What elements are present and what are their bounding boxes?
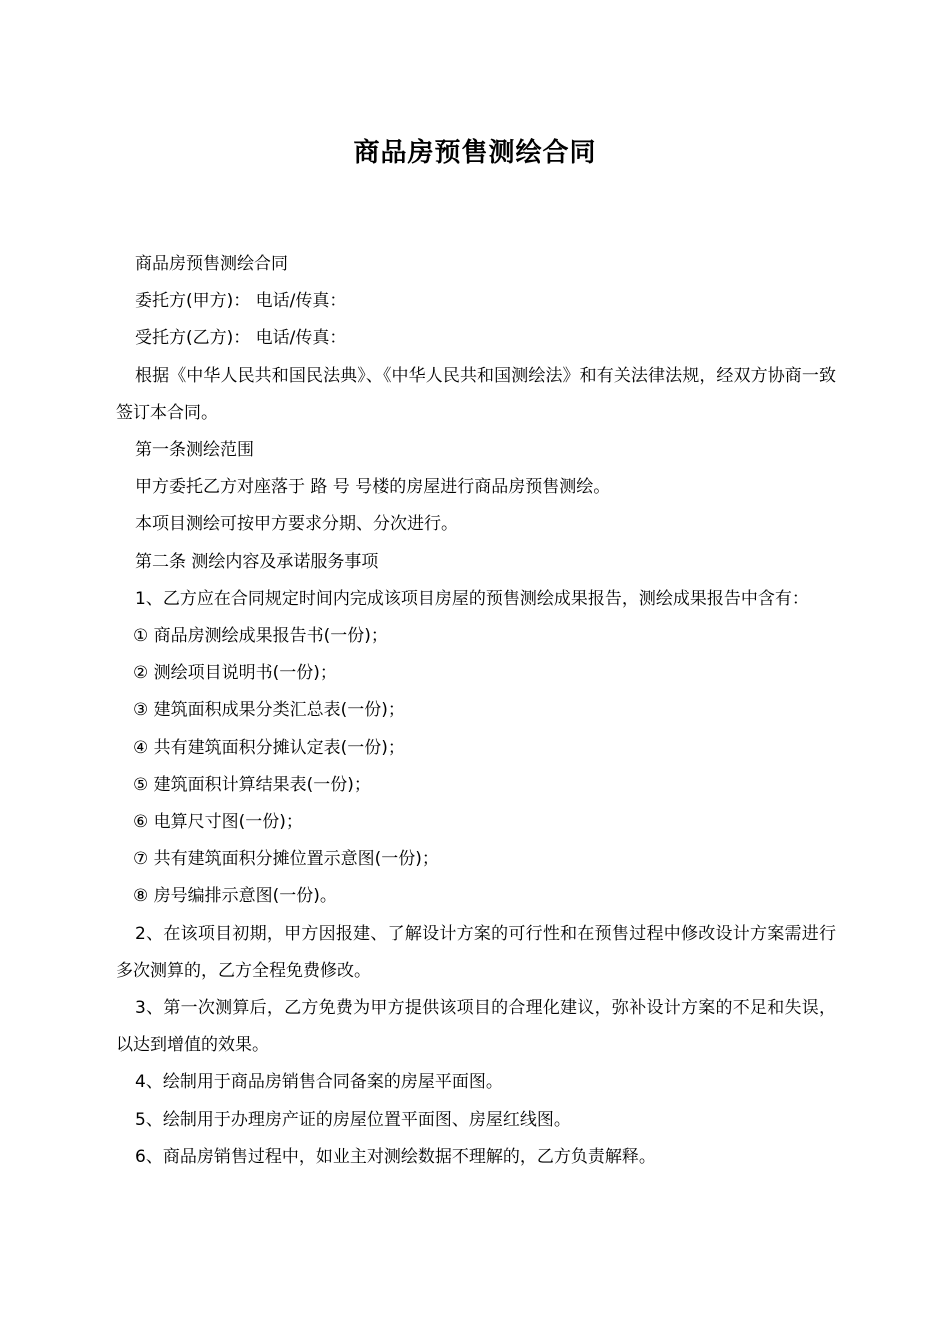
paragraph-article-2-title: 第二条 测绘内容及承诺服务事项 bbox=[135, 551, 379, 572]
paragraph-article-1-phasing: 本项目测绘可按甲方要求分期、分次进行。 bbox=[135, 514, 458, 535]
list-item-report-5: ⑤ 建筑面积计算结果表(一份)； bbox=[133, 774, 371, 795]
document-title: 商品房预售测绘合同 bbox=[353, 138, 597, 168]
paragraph-heading-repeat: 商品房预售测绘合同 bbox=[135, 254, 288, 274]
paragraph-party-b: 受托方(乙方)： 电话/传真： bbox=[135, 328, 347, 349]
list-item-report-2: ② 测绘项目说明书(一份)； bbox=[133, 663, 337, 684]
paragraph-clause-3: 3、第一次测算后，乙方免费为甲方提供该项目的合理化建议，弥补设计方案的不足和失误，以达到增值的效果。 bbox=[116, 998, 836, 1056]
paragraph-clause-2: 2、在该项目初期，甲方因报建、了解设计方案的可行性和在预售过程中修改设计方案需进行多次测算的，乙方全程免费修改。 bbox=[116, 923, 836, 981]
list-item-report-1: ① 商品房测绘成果报告书(一份)； bbox=[133, 626, 388, 647]
paragraph-clause-6: 6、商品房销售过程中，如业主对测绘数据不理解的，乙方负责解释。 bbox=[135, 1146, 656, 1167]
list-item-report-3: ③ 建筑面积成果分类汇总表(一份)； bbox=[133, 700, 405, 721]
paragraph-article-1-title: 第一条测绘范围 bbox=[135, 440, 254, 461]
paragraph-party-a: 委托方(甲方)： 电话/传真： bbox=[135, 291, 347, 312]
paragraph-clause-1: 1、乙方应在合同规定时间内完成该项目房屋的预售测绘成果报告，测绘成果报告中含有： bbox=[135, 588, 809, 609]
paragraph-legal-basis: 根据《中华人民共和国民法典》、《中华人民共和国测绘法》和有关法律法规，经双方协商一致签订本合同。 bbox=[116, 365, 836, 423]
paragraph-clause-5: 5、绘制用于办理房产证的房屋位置平面图、房屋红线图。 bbox=[135, 1109, 571, 1130]
list-item-report-8: ⑧ 房号编排示意图(一份)。 bbox=[133, 886, 337, 907]
paragraph-clause-4: 4、绘制用于商品房销售合同备案的房屋平面图。 bbox=[135, 1072, 503, 1093]
list-item-report-6: ⑥ 电算尺寸图(一份)； bbox=[133, 812, 303, 833]
document-body bbox=[116, 246, 836, 1176]
paragraph-article-1-scope: 甲方委托乙方对座落于 路 号 号楼的房屋进行商品房预售测绘。 bbox=[135, 477, 611, 498]
list-item-report-7: ⑦ 共有建筑面积分摊位置示意图(一份)； bbox=[133, 849, 439, 870]
list-item-report-4: ④ 共有建筑面积分摊认定表(一份)； bbox=[133, 737, 405, 758]
